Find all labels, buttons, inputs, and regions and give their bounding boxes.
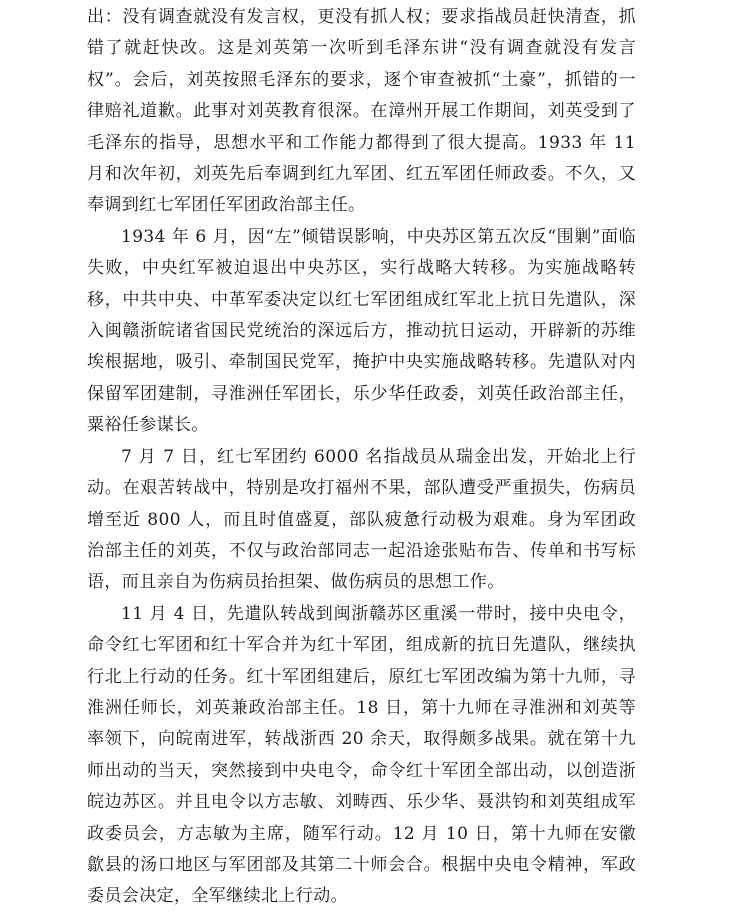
paragraph-continued: 出：没有调查就没有发言权，更没有抓人权；要求指战员赶快清查，抓错了就赶快改。这是刘英第一次听到毛泽东讲“没有调查就没有发言权”。会后，刘英按照毛泽东的要求，逐个审查被抓“土豪”，抓错的一律赔礼道歉。此事对刘英教育很深。在漳州开展工作期间，刘英受到了毛泽东的指导，思想水平和工作能力都得到了很大提高。1933 年 11 月和次年初，刘英先后奉调到红九军团、红五军团任师政委。不久，又奉调到红七军团任军团政治部主任。 <box>87 7 636 216</box>
paragraph-1934-strategic-transfer: 1934 年 6 月，因“左”倾错误影响，中央苏区第五次反“围剿”面临失败，中央红军被迫退出中央苏区，实行战略大转移。为实施战略转移，中共中央、中革军委决定以红七军团组成红军北上抗日先遣队，深入闽赣浙皖诸省国民党统治的深远后方，推动抗日运动，开辟新的苏维埃根据地，吸引、牵制国民党军，掩护中央实施战略转移。先遣队对内保留军团建制，寻淮洲任军团长，乐少华任政委，刘英任政治部主任，粟裕任参谋长。 <box>87 226 636 436</box>
paragraph-july-departure: 7 月 7 日，红七军团约 6000 名指战员从瑞金出发，开始北上行动。在艰苦转战中，特别是攻打福州不果，部队遭受严重损失，伤病员增至近 800 人，而且时值盛夏，部队疲惫行动极为艰难。身为军团政治部主任的刘英，不仅与政治部同志一起沿途张贴布告、传单和书写标语，而且亲自为伤病员抬担架、做伤病员的思想工作。 <box>87 446 636 593</box>
paragraph-november-merger: 11 月 4 日，先遣队转战到闽浙赣苏区重溪一带时，接中央电令，命令红七军团和红十军合并为红十军团，组成新的抗日先遣队，继续执行北上行动的任务。红十军团组建后，原红七军团改编为第十九师，寻淮洲任师长，刘英兼政治部主任。18 日，第十九师在寻淮洲和刘英等率领下，向皖南进军，转战浙西 20 余天，取得颇多战果。就在第十九师出动的当天，突然接到中央电令，命令红十军团全部出动，以创造浙皖边苏区。并且电令以方志敏、刘畴西、乐少华、聂洪钧和刘英组成军政委员会，方志敏为主席，随军行动。12 月 10 日，第十九师在安徽歙县的汤口地区与军团部及其第二十师会合。根据中央电令精神，军政委员会决定，全军继续北上行动。 <box>87 603 636 907</box>
document-page <box>87 2 636 913</box>
